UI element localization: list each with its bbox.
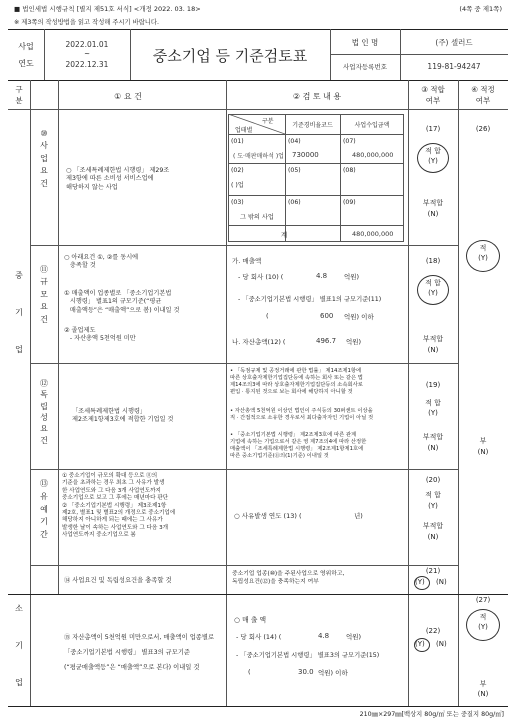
instruction-note: ※ 제3쪽의 작성방법을 읽고 작성해 주시기 바랍니다.: [14, 19, 159, 26]
period-end: 2022.12.31: [65, 60, 109, 69]
table-header-category: 구분: [262, 118, 274, 125]
biz-no-label: 사업자등록번호: [343, 63, 387, 71]
col-fit: ③ 적합 여부: [421, 85, 445, 106]
total-amount: 480,000,000: [352, 230, 394, 238]
row5-review: 중소기업 업종(⑩)을 주된사업으로 영위하고, 독립성요건(⑫)을 충족하는지 여부: [232, 571, 345, 585]
row5-fit-n: (N): [436, 578, 447, 586]
document-title: 중소기업 등 기준검토표: [152, 47, 308, 65]
row1-fit-no: 부적합 (N): [422, 199, 444, 218]
row2-fit-no: 부적합 (N): [422, 335, 444, 354]
row2-revenue-label: 가. 매출액: [232, 257, 262, 265]
table-header-revenue: 사업수입금액: [354, 122, 390, 129]
cell-04: (04): [288, 138, 301, 145]
total-label: 계: [280, 231, 288, 239]
row6-fit2-number: (27): [475, 596, 491, 604]
cell-06: (06): [288, 199, 301, 206]
row4-requirement: ① 중소기업이 규모의 확대 등으로 ⑪의 기준을 초과하는 경우 최초 그 사유가 발생 한 사업연도와 그 다음 3개 사업연도까지 중소기업으로 보고 그 후에는 매년마다 판단 ② 「중소기업기본법 시행령」 제3조제1항 제2호, 별표1 및 별표2의 개정으로 중소기업에 해당하지 아니하게 되는 때에는 그 사유가 발생한 날이 속하는 사업연도와 그 다음 3개 사업연도까지 중소기업으로 봄: [62, 473, 176, 538]
period-separator: ~: [84, 50, 90, 58]
section-small: 소 기 업: [15, 604, 23, 688]
row3-fit2-no: 부 (N): [477, 437, 489, 456]
row2-size-standard-unit: 억원) 이하: [344, 313, 374, 321]
row3-fit-no: 부적합 (N): [422, 433, 444, 452]
row6-size-standard-unit: 억원) 이하: [318, 669, 348, 677]
cell-05: (05): [288, 167, 301, 174]
cell-08: (08): [343, 167, 356, 174]
row4-fit-yes: 적 합 (Y): [425, 491, 441, 510]
page-info: (4쪽 중 제1쪽): [459, 5, 502, 13]
biz-no: 119-81-94247: [427, 62, 481, 71]
cell-01: (01): [231, 138, 244, 145]
row6-revenue-label: ○ 매 출 액: [234, 616, 267, 624]
cell-code-1: 730000: [292, 151, 319, 159]
row6-req-1: ⑮ 자산총액이 5천억원 미만으로서, 매출액이 업종별로: [64, 634, 215, 641]
row4-code: ⑬ 유 예 기 간: [40, 479, 48, 540]
row5-fit-number: (21): [425, 567, 441, 575]
row2-fit2-yes: 적 (Y): [478, 244, 488, 262]
row4-fit-number: (20): [425, 476, 441, 484]
row2-req-2: ① 매출액이 업종별로 「중소기업기본법 시행령」 별표1의 규모기준(“평균 매출액등”은 “매출액”으로 봄) 이내일 것: [64, 290, 180, 314]
period-label-2: 연도: [18, 59, 34, 68]
row6-req-2: 「중소기업기본법 시행령」 별표3의 규모기준: [64, 649, 191, 656]
row2-code: ⑪ 규 모 요 건: [40, 265, 48, 324]
row1-fit-yes: 적 합 (Y): [425, 147, 441, 165]
paper-spec: 210㎜×297㎜[백상지 80g/㎡ 또는 중질지 80g/㎡]: [359, 711, 504, 718]
row2-size-standard-label: - 「중소기업기본법 시행령」 별표1의 규모기준(11): [238, 296, 382, 303]
row4-fit-no: 부적합 (N): [422, 522, 444, 541]
row2-company-revenue-unit: 억원): [344, 273, 360, 281]
cell-02: (02): [231, 167, 244, 174]
row2-size-standard: 600: [320, 312, 334, 320]
row6-company-revenue-label: - 당 회사 (14) (: [236, 633, 282, 641]
table-header-code: 기준경비율코드: [292, 122, 333, 129]
row2-fit-yes: 적 합 (Y): [425, 279, 441, 297]
row2-req-1: ○ 아래요건 ①, ②를 동시에 충족할 것: [64, 254, 139, 270]
period-label-1: 사업: [18, 42, 34, 51]
col-category: 구 분: [15, 85, 23, 106]
form-title: ■ 법인세법 시행규칙 [별지 제51호 서식] <개정 2022. 03. 18>: [14, 5, 201, 13]
row2-total-assets-unit: 억원): [346, 338, 362, 346]
row2-fit-number: (18): [425, 257, 441, 265]
cell-07: (07): [343, 138, 356, 145]
row3-review-1: • 「독점규제 및 공정거래에 관한 법률」 제14조제1항에 따른 상호출자제한기업집단등에 속하는 회사 또는 같은 법 제14조의3에 따라 상호출자제한기업집단등의 소속회사로 편입 · 통지된 것으로 보는 회사에 해당하지 아니할 것: [230, 368, 363, 395]
row6-size-standard-open: (: [248, 668, 251, 676]
corp-name-label: 법 인 명: [351, 38, 379, 47]
row1-fit2-number: (26): [475, 125, 491, 133]
cell-business-type-2: ( )업: [231, 182, 244, 189]
row5-fit-y: (Y): [415, 578, 425, 586]
cell-amount-1: 480,000,000: [352, 151, 394, 159]
row6-fit-y: (Y): [415, 640, 425, 648]
row3-fit-yes: 적 합 (Y): [425, 399, 441, 417]
row2-company-revenue: 4.8: [316, 272, 328, 280]
row2-total-assets: 496.7: [316, 337, 337, 345]
cell-03: (03): [231, 199, 244, 206]
row6-fit-n: (N): [436, 640, 447, 648]
cell-other-business: 그 밖의 사업: [240, 214, 274, 221]
table-header-business-type: 업태별: [235, 127, 253, 134]
row1-requirement: ○ 「조세특례제한법 시행령」 제29조 제3항에 따른 소비성 서비스업에 해당하지 않는 사업: [66, 167, 170, 191]
row5-requirement: ⑭ 사업요건 및 독립성요건을 충족할 것: [64, 577, 172, 584]
row6-req-3: (“평균매출액등”은 “매출액”으로 본다) 이내일 것: [64, 664, 200, 671]
row2-company-revenue-label: - 당 회사 (10) (: [238, 273, 284, 281]
row3-fit-number: (19): [425, 381, 441, 389]
row3-review-3: • 「중소기업기본법 시행령」 제2조제3호에 따른 관계 기업에 속하는 기업으로서 같은 영 제7조의4에 따라 산정한 매출액이 「조세특례제한법 시행령」 제2조제1항제1호에 따른 중소기업기준(⑪의(1)기준) 이내일 것: [230, 432, 367, 459]
row3-review-2: • 자산총액 5천억원 이상인 법인이 주식등의 30퍼센트 이상을 직 · 간접적으로 소유한 경우로서 최다출자자인 기업이 아닐 것: [230, 408, 374, 421]
row6-company-revenue-unit: 억원): [346, 633, 362, 641]
cell-09: (09): [343, 199, 356, 206]
section-sme: 중 기 업: [15, 271, 23, 355]
cell-business-type-1: ( 도·매판매하석 )업: [233, 153, 284, 160]
row2-total-assets-label: 나. 자산총액(12) (: [232, 338, 286, 346]
row2-size-standard-open: (: [266, 312, 269, 320]
row3-requirement: 「조세특례제한법 시행령」 제2조제1항제3호에 적합한 기업일 것: [72, 408, 174, 424]
row6-size-standard: 30.0: [298, 668, 314, 676]
row3-code: ⑫ 독 립 성 요 건: [40, 379, 48, 445]
row6-fit-number: (22): [425, 627, 441, 635]
row6-size-standard-label: - 「중소기업기본법 시행령」 별표3의 규모기준(15): [236, 652, 380, 659]
row4-review: ○ 사유발생 연도 (13) (: [234, 512, 302, 520]
row6-company-revenue: 4.8: [318, 632, 330, 640]
row1-code: ⑩ 사 업 요 건: [40, 129, 48, 188]
row4-review-unit: 년): [354, 512, 363, 520]
period-start: 2022.01.01: [65, 40, 109, 49]
col-fit2: ④ 적정 여부: [471, 85, 495, 106]
col-review: ② 검 토 내 용: [292, 92, 342, 101]
corp-name: (주) 셀러드: [435, 38, 473, 47]
row1-fit-number: (17): [425, 125, 441, 133]
row6-fit2-yes: 적 (Y): [478, 613, 488, 631]
col-requirement: ① 요 건: [114, 92, 142, 101]
row2-req-3: ② 졸업제도 - 자산총액 5천억원 미만: [64, 327, 136, 343]
row6-fit2-no: 부 (N): [477, 680, 489, 698]
